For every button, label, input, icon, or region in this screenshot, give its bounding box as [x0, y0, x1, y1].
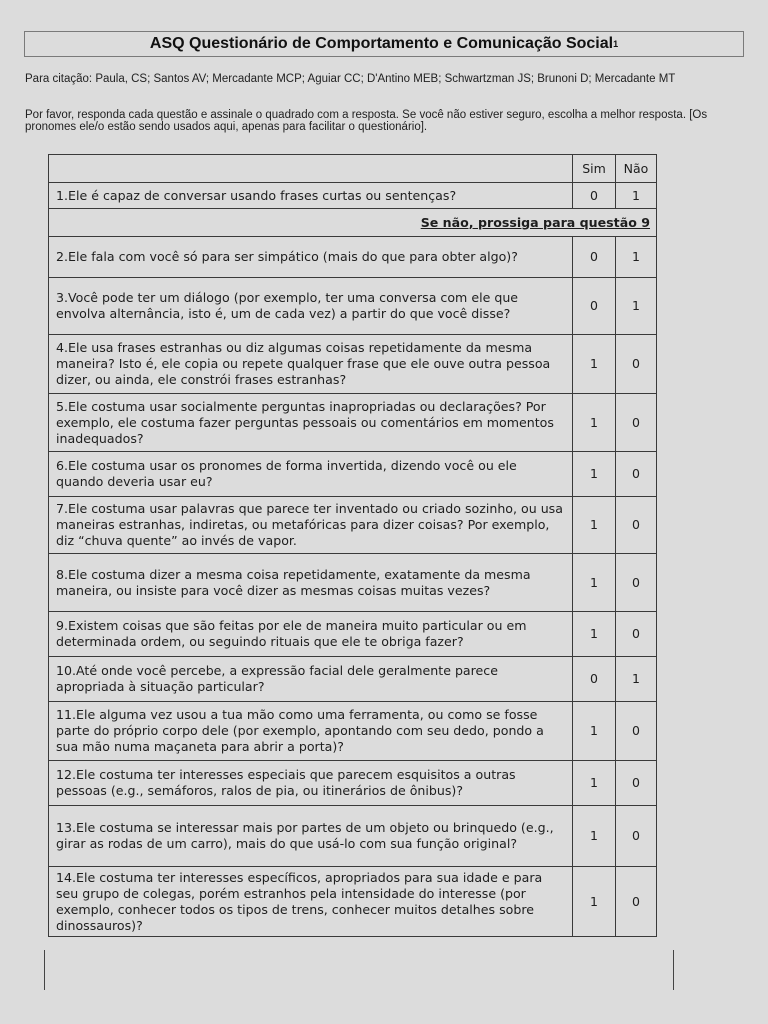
- question-text: 1.Ele é capaz de conversar usando frases curtas ou sentenças?: [49, 183, 573, 209]
- question-row: [49, 237, 657, 278]
- answer-sim-cell[interactable]: 1: [573, 867, 616, 937]
- answer-nao-cell[interactable]: 0: [616, 761, 657, 806]
- instructions-text: Por favor, responda cada questão e assinale o quadrado com a resposta. Se você não estiver seguro, escolha a melhor resposta. [Os pronomes ele/o estão sendo usados aqui, apenas para facilitar o questionário].: [25, 109, 708, 133]
- question-row: [49, 761, 657, 806]
- question-text: 3.Você pode ter um diálogo (por exemplo, ter uma conversa com ele que envolva alternância, isto é, um de cada vez) a partir do que você disse?: [49, 278, 573, 335]
- skip-instruction: Se não, prossiga para questão 9: [49, 209, 657, 237]
- answer-nao-cell[interactable]: 1: [616, 237, 657, 278]
- question-text: 11.Ele alguma vez usou a tua mão como uma ferramenta, ou como se fosse parte do próprio corpo dele (por exemplo, apontando com seu dedo, pondo a sua mão numa maçaneta para abrir a porta)?: [49, 702, 573, 761]
- answer-sim-cell[interactable]: 1: [573, 761, 616, 806]
- citation-text: Para citação: Paula, CS; Santos AV; Mercadante MCP; Aguiar CC; D'Antino MEB; Schwartzman JS; Brunoni D; Mercadante MT: [25, 73, 676, 85]
- question-row: [49, 806, 657, 867]
- column-header-sim: Sim: [573, 155, 616, 183]
- answer-nao-cell[interactable]: 0: [616, 867, 657, 937]
- answer-sim-cell[interactable]: 1: [573, 497, 616, 554]
- question-text: 6.Ele costuma usar os pronomes de forma invertida, dizendo você ou ele quando deveria usar eu?: [49, 452, 573, 497]
- question-row: [49, 183, 657, 209]
- question-text: 7.Ele costuma usar palavras que parece ter inventado ou criado sozinho, ou usa maneiras estranhas, indiretas, ou metafóricas para dizer coisas? Por exemplo, diz “chuva quente” ao invés de vapor.: [49, 497, 573, 554]
- section-note-row: [49, 209, 657, 237]
- question-row: [49, 612, 657, 657]
- answer-sim-cell[interactable]: 1: [573, 335, 616, 394]
- answer-sim-cell[interactable]: 1: [573, 554, 616, 612]
- question-text: 9.Existem coisas que são feitas por ele de maneira muito particular ou em determinada ordem, ou seguindo rituais que ele te obriga fazer?: [49, 612, 573, 657]
- answer-nao-cell[interactable]: 1: [616, 657, 657, 702]
- question-row: [49, 335, 657, 394]
- answer-sim-cell[interactable]: 1: [573, 702, 616, 761]
- question-row: [49, 702, 657, 761]
- answer-sim-cell[interactable]: 0: [573, 278, 616, 335]
- question-text: 5.Ele costuma usar socialmente perguntas inapropriadas ou declarações? Por exemplo, ele costuma fazer perguntas pessoais ou comentários em momentos inadequados?: [49, 394, 573, 452]
- header-blank-cell: [49, 155, 573, 183]
- question-text: 12.Ele costuma ter interesses especiais que parecem esquisitos a outras pessoas (e.g., semáforos, ralos de pia, ou itinerários de ônibus)?: [49, 761, 573, 806]
- document-title-box: [24, 31, 744, 57]
- table-border-tail-right: [673, 950, 674, 990]
- answer-sim-cell[interactable]: 1: [573, 806, 616, 867]
- answer-sim-cell[interactable]: 0: [573, 237, 616, 278]
- answer-nao-cell[interactable]: 0: [616, 335, 657, 394]
- answer-nao-cell[interactable]: 0: [616, 702, 657, 761]
- answer-nao-cell[interactable]: 1: [616, 278, 657, 335]
- questionnaire-table: [48, 154, 657, 937]
- question-text: 2.Ele fala com você só para ser simpático (mais do que para obter algo)?: [49, 237, 573, 278]
- question-row: [49, 278, 657, 335]
- answer-nao-cell[interactable]: 0: [616, 806, 657, 867]
- answer-nao-cell[interactable]: 0: [616, 554, 657, 612]
- document-title: ASQ Questionário de Comportamento e Comunicação Social: [149, 35, 614, 52]
- answer-sim-cell[interactable]: 1: [573, 394, 616, 452]
- table-border-tail-left: [44, 950, 45, 990]
- column-header-nao: Não: [616, 155, 657, 183]
- question-text: 8.Ele costuma dizer a mesma coisa repetidamente, exatamente da mesma maneira, ou insiste para você dizer as mesmas coisas muitas vezes?: [49, 554, 573, 612]
- question-text: 10.Até onde você percebe, a expressão facial dele geralmente parece apropriada à situação particular?: [49, 657, 573, 702]
- question-row: [49, 452, 657, 497]
- answer-nao-cell[interactable]: 0: [616, 497, 657, 554]
- answer-nao-cell[interactable]: 0: [616, 452, 657, 497]
- question-text: 13.Ele costuma se interessar mais por partes de um objeto ou brinquedo (e.g., girar as rodas de um carro), mais do que usá-lo com sua função original?: [49, 806, 573, 867]
- answer-sim-cell[interactable]: 1: [573, 452, 616, 497]
- answer-nao-cell[interactable]: 0: [616, 612, 657, 657]
- title-footnote-marker: 1: [613, 39, 619, 49]
- answer-sim-cell[interactable]: 0: [573, 183, 616, 209]
- question-row: [49, 394, 657, 452]
- answer-nao-cell[interactable]: 1: [616, 183, 657, 209]
- table-header-row: [49, 155, 657, 183]
- question-row: [49, 867, 657, 937]
- question-text: 14.Ele costuma ter interesses específicos, apropriados para sua idade e para seu grupo de colegas, porém estranhos pela intensidade do interesse (por exemplo, conhecer todos os tipos de trens, conhecer muitos detalhes sobre dinossauros)?: [49, 867, 573, 937]
- question-row: [49, 497, 657, 554]
- answer-sim-cell[interactable]: 0: [573, 657, 616, 702]
- question-text: 4.Ele usa frases estranhas ou diz algumas coisas repetidamente da mesma maneira? Isto é, ele copia ou repete qualquer frase que ele ouve outra pessoa dizer, ou ainda, ele constrói frases estranhas?: [49, 335, 573, 394]
- question-row: [49, 657, 657, 702]
- question-row: [49, 554, 657, 612]
- answer-nao-cell[interactable]: 0: [616, 394, 657, 452]
- answer-sim-cell[interactable]: 1: [573, 612, 616, 657]
